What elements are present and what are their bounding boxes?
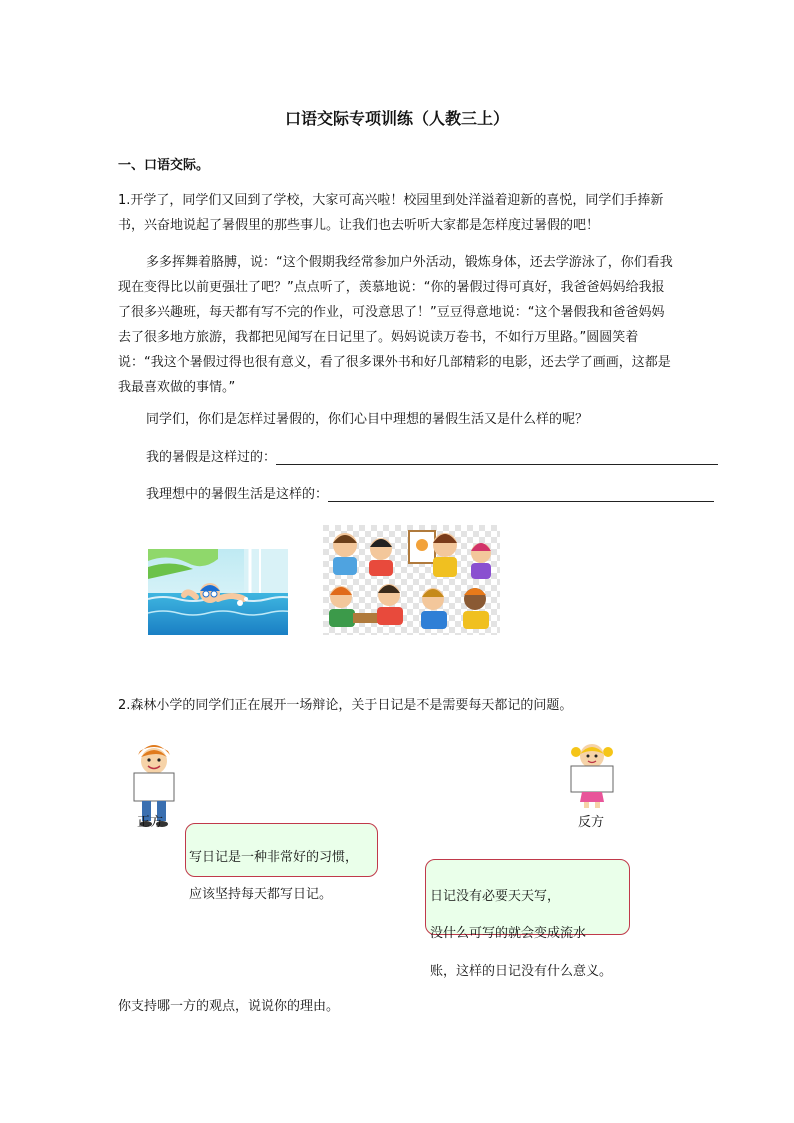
answer-label-1: 我的暑假是这样过的：: [146, 450, 277, 465]
q2-intro: 2.森林小学的同学们正在展开一场辩论，关于日记是不是需要每天都记的问题。: [118, 698, 573, 713]
girl-with-sign-illustration: [566, 740, 618, 810]
con-argument-line2: 没什么可写的就会变成流水: [430, 926, 587, 941]
con-side-label: 反方: [578, 815, 605, 830]
answer-line-2[interactable]: [328, 487, 714, 502]
answer-line-1[interactable]: [276, 450, 718, 465]
answer-label-2: 我理想中的暑假生活是这样的：: [146, 487, 329, 502]
q2-question: 你支持哪一方的观点，说说你的理由。: [118, 999, 340, 1014]
section-heading: 一、口语交际。: [118, 158, 210, 173]
q1-intro: 1.开学了，同学们又回到了学校，大家可高兴啦！校园里到处洋溢着迎新的喜悦，同学们手捧新书，兴奋地说起了暑假里的那些事儿。让我们也去听听大家都是怎样度过暑假的吧！: [118, 193, 664, 233]
con-argument-line3: 账，这样的日记没有什么意义。: [430, 964, 613, 979]
con-argument-line1: 日记没有必要天天写，: [430, 889, 561, 904]
children-activities-image: [323, 525, 500, 635]
pro-argument-line1: 写日记是一种非常好的习惯，: [189, 850, 359, 865]
pro-argument-line2: 应该坚持每天都写日记。: [189, 887, 333, 902]
q1-story: 多多挥舞着胳膊，说：“这个假期我经常参加户外活动，锻炼身体，还去学游泳了，你们看我现在变得比以前更强壮了吧？”点点听了，羡慕地说：“你的暑假过得可真好，我爸爸妈妈给我报了很多兴趣班，每天都有写不完的作业，可没意思了！”豆豆得意地说：“这个暑假我和爸爸妈妈去了很多地方旅游，我都把见闻写在日记里了。妈妈说读万卷书，不如行万里路。”圆圆笑着说：“我这个暑假过得也很有意义，看了很多课外书和好几部精彩的电影，还去学了画画，这都是我最喜欢做的事情。”: [118, 255, 673, 395]
answer-row-1: [146, 446, 718, 465]
q1-question: 同学们，你们是怎样过暑假的，你们心目中理想的暑假生活又是什么样的呢？: [146, 412, 589, 427]
swimming-boy-image: [148, 549, 288, 635]
pro-side-label: 正方: [137, 815, 164, 830]
page-title: 口语交际专项训练（人教三上）: [284, 109, 509, 128]
answer-row-2: [146, 483, 714, 502]
